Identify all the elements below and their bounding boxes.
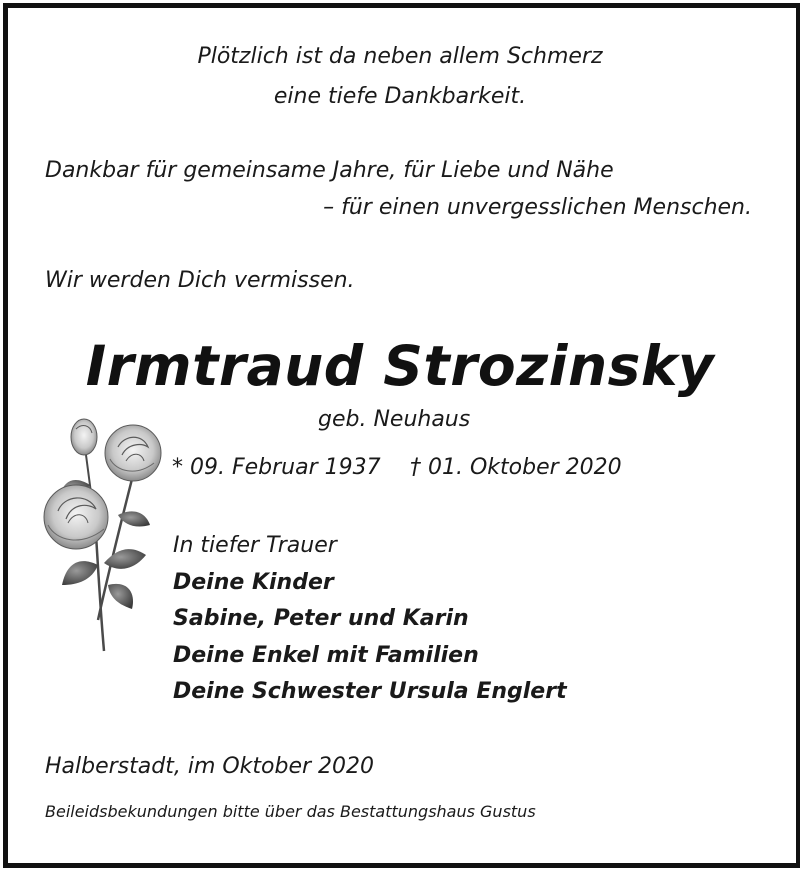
mourner-line-1: Deine Kinder bbox=[173, 570, 334, 595]
mourner-line-2: Sabine, Peter und Karin bbox=[173, 606, 469, 631]
birth-date: * 09. Februar 1937 bbox=[172, 455, 381, 480]
birth-name: geb. Neuhaus bbox=[318, 407, 471, 432]
thanks-line-1: Dankbar für gemeinsame Jahre, für Liebe und Nähe bbox=[45, 158, 614, 183]
condolence-note: Beileidsbekundungen bitte über das Bestattungshaus Gustus bbox=[45, 802, 536, 821]
mourner-line-4: Deine Schwester Ursula Englert bbox=[173, 679, 567, 704]
deceased-name: Irmtraud Strozinsky bbox=[85, 334, 715, 398]
intro-line-1: Plötzlich ist da neben allem Schmerz bbox=[197, 44, 603, 69]
thanks-line-2: – für einen unvergesslichen Menschen. bbox=[323, 195, 752, 220]
miss-line: Wir werden Dich vermissen. bbox=[45, 268, 355, 293]
roses-icon bbox=[38, 415, 170, 655]
intro-line-2: eine tiefe Dankbarkeit. bbox=[273, 84, 527, 109]
place-date: Halberstadt, im Oktober 2020 bbox=[45, 754, 375, 779]
death-date: † 01. Oktober 2020 bbox=[410, 455, 622, 480]
mourner-line-3: Deine Enkel mit Familien bbox=[173, 643, 479, 668]
mourners-intro: In tiefer Trauer bbox=[173, 533, 337, 558]
